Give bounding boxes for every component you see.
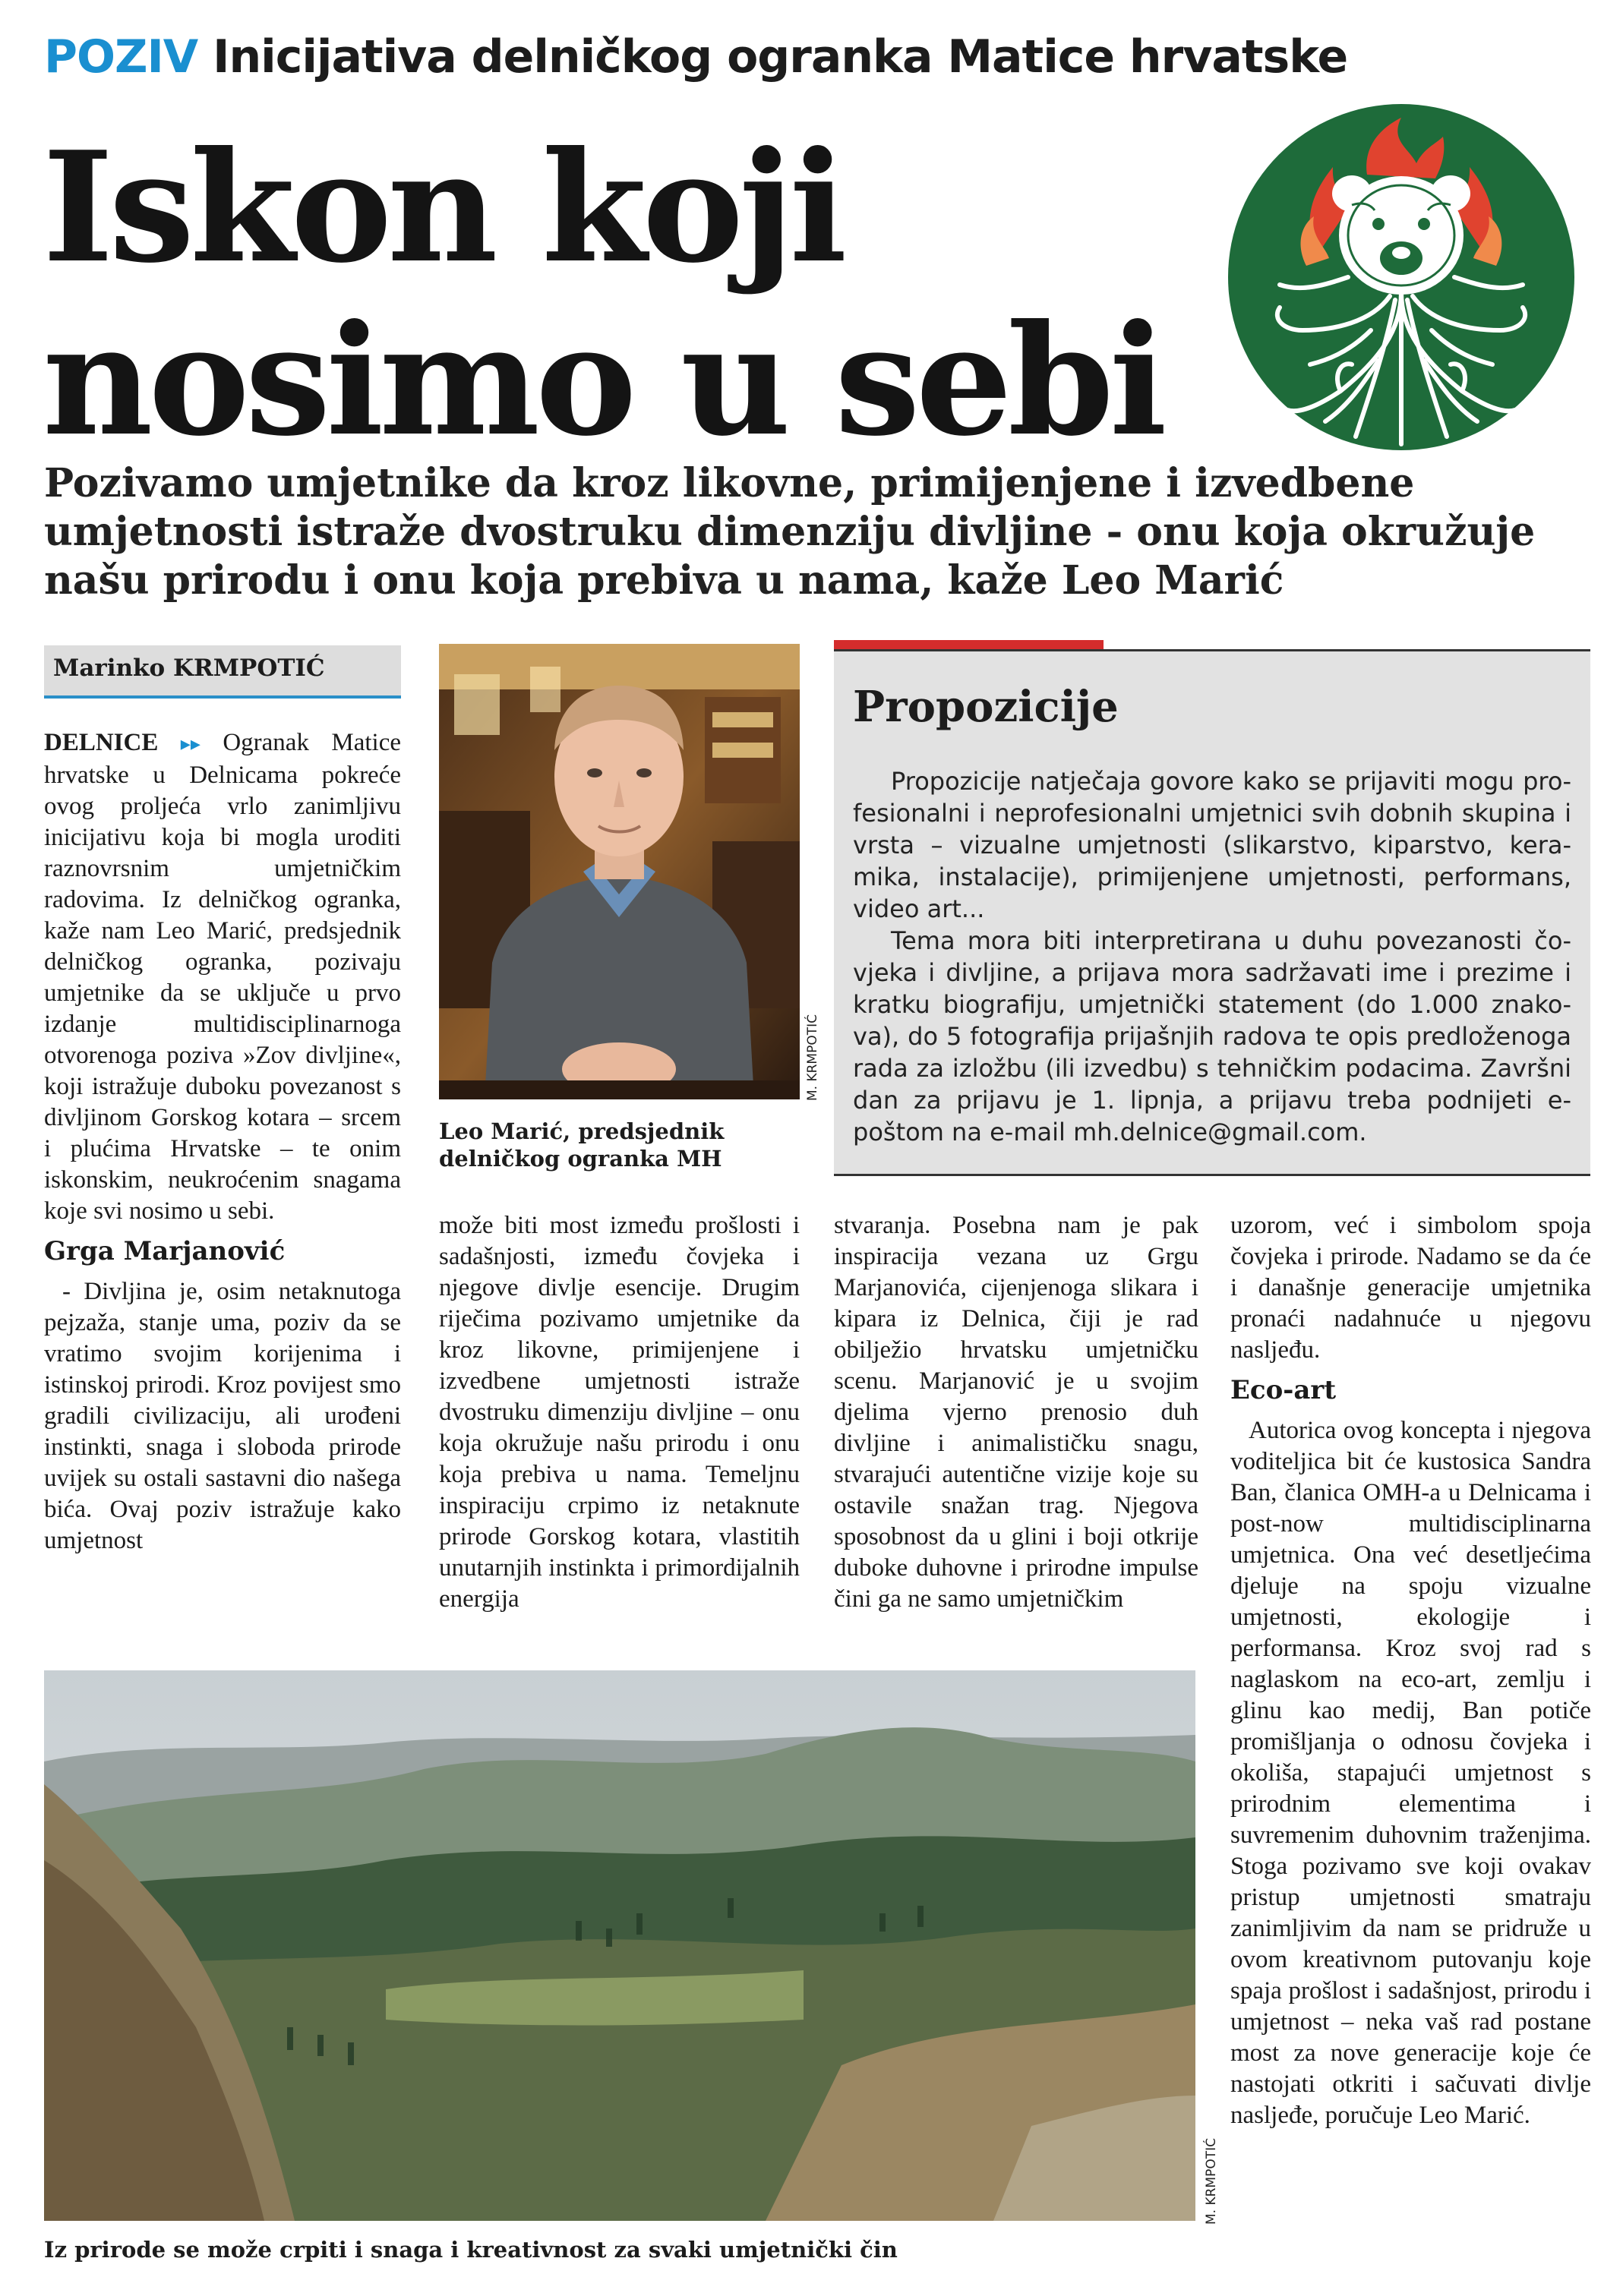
col2-paragraph-1: može biti most između prošlosti i sadašnjosti, između čovjeka i njegove divlje esencije. Drugim riječima pozivamo umjetnike da kroz likovne, primijenjene i izvedbene umjetnosti istraže dvostruku dimenziju divljine – onu koja okružuje našu prirodu i onu koja prebiva u nama. Temeljnu inspiraciju crpimo iz netaknute prirode Gorskog kotara, vlastitih unutarnjih instinkta i primordijalnih energija bbox=[439, 1212, 800, 1613]
landscape-photo bbox=[44, 1670, 1195, 2221]
kicker-tag: POZIV bbox=[44, 30, 198, 84]
byline-box bbox=[44, 645, 401, 699]
kicker-text: Inicijativa delničkog ogranka Matice hrvatske bbox=[213, 30, 1348, 84]
headline bbox=[43, 118, 1163, 470]
landscape-caption: Iz prirode se može crpiti i snaga i kreativnost za svaki umjetnički čin bbox=[44, 2237, 898, 2263]
mountain-valley-image-icon bbox=[44, 1670, 1195, 2221]
column-3 bbox=[834, 1210, 1198, 1615]
box-paragraph-1: Propozicije natječaja govore kako se prijaviti mogu profesionalni i neprofesionalni umjetnici svih dobnih skupina i vrsta – vizualne umjetnosti (slikarstvo, kiparstvo, keramika, instalacije), primijenjene umjetnosti, performans, video art... bbox=[853, 767, 1571, 923]
headline-line-2: nosimo u sebi bbox=[43, 292, 1163, 470]
portrait-image-icon bbox=[439, 644, 800, 1099]
col1-paragraph-2: - Divljina je, osim netaknutoga pejzaža, stanje uma, poziv da se vratimo svojim korijenima i istinskoj prirodi. Kroz povijest smo gradili civilizaciju, ali urođeni instinkti, snaga i sloboda prirode uvijek su ostali sastavni dio našega bića. Ovaj poziv istražuje kako umjetnost bbox=[44, 1278, 401, 1554]
kicker bbox=[44, 30, 1347, 84]
column-1 bbox=[44, 727, 401, 1556]
portrait-photo bbox=[439, 644, 800, 1099]
box-paragraph-2: Tema mora biti interpretirana u duhu povezanosti čovjeka i divljine, a prijava mora sadržavati ime i prezime i kratku biografiju, umjetnički statement (do 1.000 znakova), do 5 fotografija prijašnjih radova te opis predloženoga rada za izložbu (ili izvedbu) s tehničkim podacima. Završni dan za prijavu je 1. lipnja, a prijavu treba podnijeti e-poštom na e-mail mh.delnice@gmail.com. bbox=[853, 926, 1571, 1146]
portrait-caption: Leo Marić, predsjednik delničkog ogranka MH bbox=[439, 1118, 725, 1172]
col3-paragraph-1: stvaranja. Posebna nam je pak inspiracija vezana uz Grgu Marjanovića, cijenjenoga slikara i kipara iz Delnica, čiji je rad obilježio hrvatsku umjetničku scenu. Marjanović je u svojim djelima vjerno prenosio duh divljine i animalističku snagu, stvarajući autentične vizije koje su ostavile snažan trag. Njegova sposobnost da u glini i boji otkrije duboke duhovne i prirodne impulse čini ga ne samo umjetničkim bbox=[834, 1212, 1198, 1613]
column-2 bbox=[439, 1210, 800, 1615]
photo-credit-1: M. KRMPOTIĆ bbox=[805, 1014, 820, 1101]
box-text bbox=[853, 765, 1571, 1148]
dateline-text: DELNICE bbox=[44, 729, 159, 756]
column-4 bbox=[1230, 1210, 1591, 2131]
headline-line-1: Iskon koji bbox=[43, 118, 843, 297]
deck-subtitle: Pozivamo umjetnike da kroz likovne, primijenjene i izvedbene umjetnosti istraže dvostruku dimenziju divljine - onu koja okružuje našu prirodu i onu koja prebiva u nama, kaže Leo Marić bbox=[44, 460, 1536, 604]
subhead-eco-art: Eco-art bbox=[1230, 1375, 1337, 1405]
col1-paragraph-1: Ogranak Matice hrvatske u Delnicama pokreće ovog proljeća vrlo zanimljivu inicijativu koja bi mogla uroditi raznovrsnim umjetničkim radovima. Iz delničkog ogranka, kaže nam Leo Marić, predsjednik delničkog ogranka, pozivaju umjetnike da se uključe u prvo izdanje multidisciplinarnoga otvorenoga poziva »Zov divljine«, koji istražuje duboku povezanost s divljinom Gorskog kotara – srcem i plućima Hrvatske – te onim iskonskim, neukroćenim snagama koje svi nosimo u sebi. bbox=[44, 729, 401, 1225]
propozicije-box bbox=[834, 649, 1590, 1176]
dateline bbox=[44, 729, 201, 756]
dateline-arrow-icon: ▸▸ bbox=[180, 733, 201, 755]
bear-roots-emblem-icon bbox=[1227, 102, 1576, 452]
col4-paragraph-1: uzorom, već i simbolom spoja čovjeka i prirode. Nadamo se da će i današnje generacije umjetnika pronaći nadahnuće u njegovu nasljeđu. bbox=[1230, 1212, 1591, 1364]
subhead-grga: Grga Marjanović bbox=[44, 1236, 286, 1266]
box-title: Propozicije bbox=[853, 682, 1119, 732]
bear-logo bbox=[1227, 102, 1576, 452]
byline: Marinko KRMPOTIĆ bbox=[53, 654, 325, 682]
photo-credit-2: M. KRMPOTIĆ bbox=[1204, 2137, 1219, 2225]
col4-paragraph-2: Autorica ovog koncepta i njegova voditeljica bit će kustosica Sandra Ban, članica OMH-a u Delnicama i post-now multidisciplinarna umjetnica. Ona već desetljećima djeluje na spoju vizualne umjetnosti, ekologije i performansa. Kroz svoj rad s naglaskom na eco-art, zemlju i glinu kao medij, Ban potiče promišljanja o odnosu čovjeka i okoliša, stapajući umjetnost s prirodnim elementima i suvremenim duhovnim traženjima. Stoga pozivamo sve koji ovakav pristup umjetnosti smatraju zanimljivim da nam se pridruže u ovom kreativnom putovanju koje spaja prošlost i sadašnjost, prirodu i umjetnost – neka vaš rad postane most za nove generacije koje će nastojati otkriti i sačuvati divlje nasljeđe, poručuje Leo Marić. bbox=[1230, 1417, 1591, 2129]
